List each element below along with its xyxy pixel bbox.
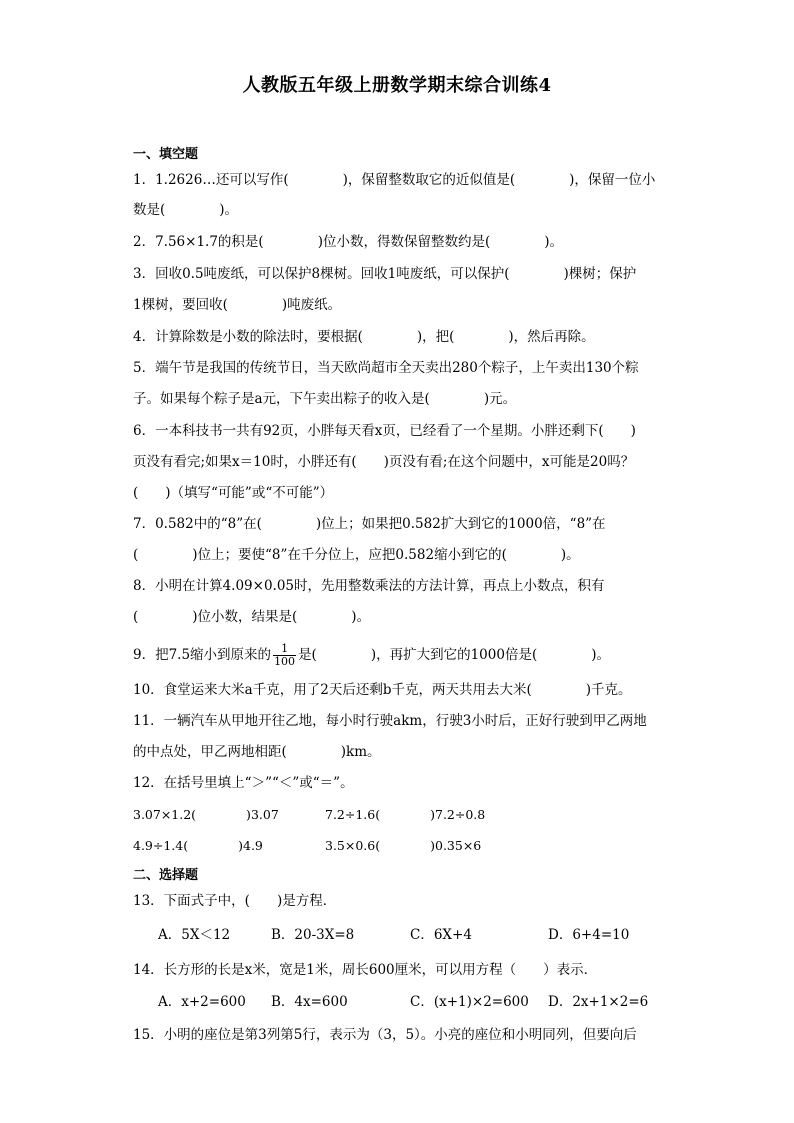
option-b: B．20-3X=8 bbox=[271, 927, 355, 943]
fraction-denominator: 100 bbox=[274, 655, 296, 668]
compare-item: 7.2÷1.6( )7.2÷0.8 bbox=[325, 807, 486, 822]
question-line: 15．小明的座位是第3列第5行，表示为（3，5）。小亮的座位和小明同列，但要向后 bbox=[133, 1027, 637, 1043]
option-b: B．4x=600 bbox=[271, 994, 348, 1010]
option-a: A．5X＜12 bbox=[158, 927, 231, 943]
question-line: 页没有看完;如果x＝10时，小胖还有( )页没有看;在这个问题中，x可能是20吗？ bbox=[133, 454, 635, 470]
question-line: ( )位上；要使“8”在千分位上，应把0.582缩小到它的( )。 bbox=[133, 547, 580, 563]
question-line: 的中点处，甲乙两地相距( )km。 bbox=[133, 744, 381, 760]
option-c: C．(x+1)×2=600 bbox=[410, 994, 529, 1010]
fraction-numerator: 1 bbox=[273, 643, 296, 656]
compare-item: 4.9÷1.4( )4.9 bbox=[133, 838, 263, 853]
question-line-fraction bbox=[133, 643, 610, 668]
question-line: ( )（填写“可能”或“不可能”） bbox=[133, 485, 334, 501]
question-line: 1棵树，要回收( )吨废纸。 bbox=[133, 297, 342, 313]
fraction bbox=[273, 643, 296, 668]
question-line: 10．食堂运来大米a千克，用了2天后还剩b千克，两天共用去大米( )千克。 bbox=[133, 682, 632, 698]
question-line: 12．在括号里填上“＞”“＜”或“＝”。 bbox=[133, 775, 354, 791]
question-line: 数是( )。 bbox=[133, 202, 239, 218]
question-text: 9．把7.5缩小到原来的 bbox=[133, 647, 272, 663]
section-heading-choice: 二、选择题 bbox=[133, 868, 199, 883]
section-heading-fill: 一、填空题 bbox=[133, 147, 199, 162]
question-line: 6．一本科技书一共有92页，小胖每天看x页，已经看了一个星期。小胖还剩下( ) bbox=[133, 423, 636, 439]
option-d: D．2x+1×2=6 bbox=[548, 994, 649, 1010]
question-line: 子。如果每个粽子是a元，下午卖出粽子的收入是( )元。 bbox=[133, 391, 517, 407]
question-line: ( )位小数，结果是( )。 bbox=[133, 609, 371, 625]
question-line: 11．一辆汽车从甲地开往乙地，每小时行驶akm，行驶3小时后，正好行驶到甲乙两地 bbox=[133, 713, 647, 729]
question-line: 13．下面式子中，( )是方程． bbox=[133, 893, 337, 909]
compare-item: 3.5×0.6( )0.35×6 bbox=[325, 838, 482, 853]
question-line: 2．7.56×1.7的积是( )位小数，得数保留整数约是( )。 bbox=[133, 234, 563, 250]
question-text: 是( )，再扩大到它的1000倍是( )。 bbox=[298, 647, 610, 663]
question-line: 8．小明在计算4.09×0.05时，先用整数乘法的方法计算，再点上小数点，积有 bbox=[133, 578, 605, 594]
question-line: 7．0.582中的“8”在( )位上；如果把0.582扩大到它的1000倍，“8”在 bbox=[133, 516, 606, 532]
question-line: 1．1.2626…还可以写作( )，保留整数取它的近似值是( )，保留一位小 bbox=[133, 172, 656, 188]
compare-item: 3.07×1.2( )3.07 bbox=[133, 807, 279, 822]
question-line: 5．端午节是我国的传统节日，当天欧尚超市全天卖出280个粽子，上午卖出130个粽 bbox=[133, 360, 639, 376]
option-c: C．6X+4 bbox=[410, 927, 472, 943]
question-line: 14．长方形的长是x米，宽是1米，周长600厘米，可以用方程（ ）表示． bbox=[133, 962, 598, 978]
question-line: 3．回收0.5吨废纸，可以保护8棵树。回收1吨废纸，可以保护( )棵树；保护 bbox=[133, 266, 637, 282]
page-title: 人教版五年级上册数学期末综合训练4 bbox=[242, 75, 552, 96]
option-a: A．x+2=600 bbox=[158, 994, 246, 1010]
question-line: 4．计算除数是小数的除法时，要根据( )，把( )，然后再除。 bbox=[133, 329, 595, 345]
option-d: D．6+4=10 bbox=[548, 927, 630, 943]
